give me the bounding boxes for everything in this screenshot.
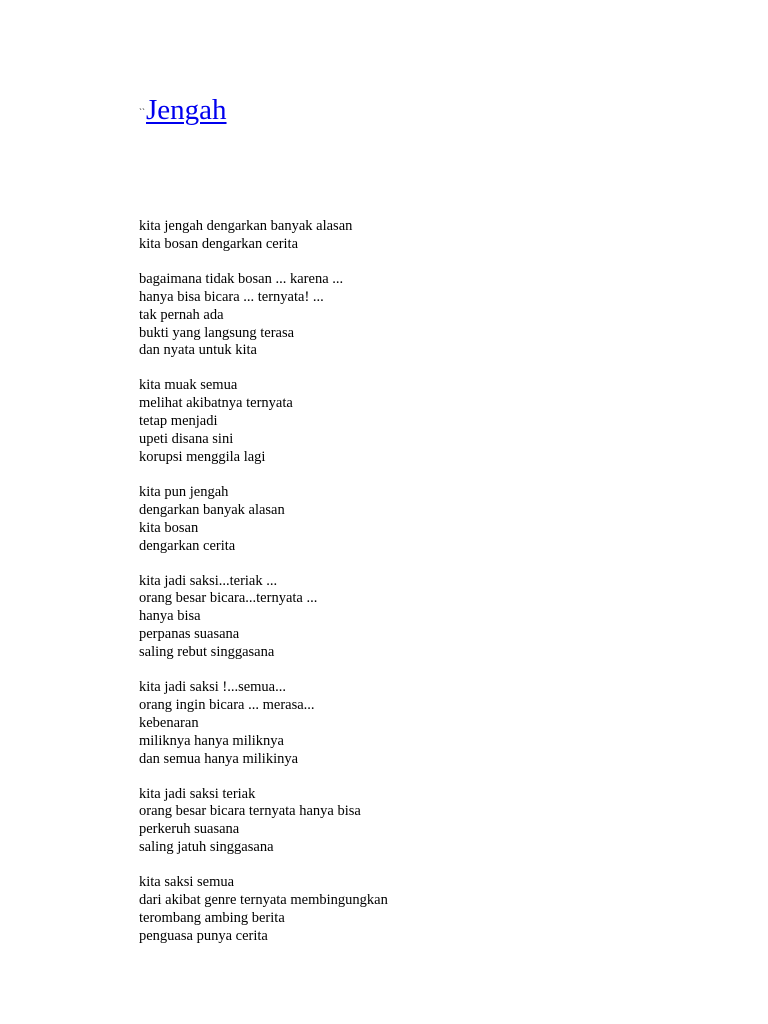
poem-line: bagaimana tidak bosan ... karena ... [139,270,344,287]
poem-line: dengarkan banyak alasan [139,501,285,518]
poem-line: orang besar bicara ternyata hanya bisa [139,803,361,820]
poem-line: hanya bisa bicara ... ternyata! ... [139,288,324,305]
poem-line: dan semua hanya milikinya [139,750,299,767]
poem-stanza [139,271,699,361]
poem-stanza [139,484,699,556]
poem-line: kita jengah dengarkan banyak alasan [139,218,353,234]
poem-line: kita bosan dengarkan cerita [139,235,299,252]
poem-line: tetap menjadi [139,413,218,430]
poem-line: upeti disana sini [139,431,234,448]
poem-line: kita saksi semua [139,874,235,891]
poem-line: terombang ambing berita [139,910,285,926]
poem-line: saling jatuh singgasana [139,839,274,856]
poem-line: kita jadi saksi...teriak ... [139,572,278,589]
poem-line: kita pun jengah [139,483,229,500]
poem-line: tak pernah ada [139,306,224,323]
poem-line: kita bosan [139,519,199,536]
poem-line: perpanas suasana [139,626,240,643]
poem-line: bukti yang langsung terasa [139,324,295,341]
poem-line: korupsi menggila lagi [139,448,266,465]
poem-line: saling rebut singgasana [139,644,275,661]
poem-line: orang besar bicara...ternyata ... [139,590,318,607]
poem-line: dengarkan cerita [139,537,236,554]
poem-line: penguasa punya cerita [139,927,268,944]
poem-line: dari akibat genre ternyata membingungkan [139,892,388,909]
poem-title-row [139,92,227,132]
poem-stanza [139,786,699,858]
title-quote-mark: `` [139,107,145,117]
poem-title-link[interactable]: Jengah [146,94,227,126]
poem-stanza [139,679,699,769]
poem-line: hanya bisa [139,608,201,625]
poem-stanza [139,874,699,946]
poem-line: kebenaran [139,714,199,731]
poem-stanza [139,573,699,663]
poem-body [139,218,699,946]
poem-stanza [139,218,699,254]
poem-line: kita jadi saksi teriak [139,785,256,802]
poem-line: kita jadi saksi !...semua... [139,679,286,696]
poem-line: orang ingin bicara ... merasa... [139,696,315,713]
poem-line: kita muak semua [139,377,238,394]
poem-line: melihat akibatnya ternyata [139,395,293,412]
poem-stanza [139,377,699,467]
poem-line: miliknya hanya miliknya [139,732,284,749]
poem-line: perkeruh suasana [139,821,240,838]
poem-line: dan nyata untuk kita [139,342,257,359]
